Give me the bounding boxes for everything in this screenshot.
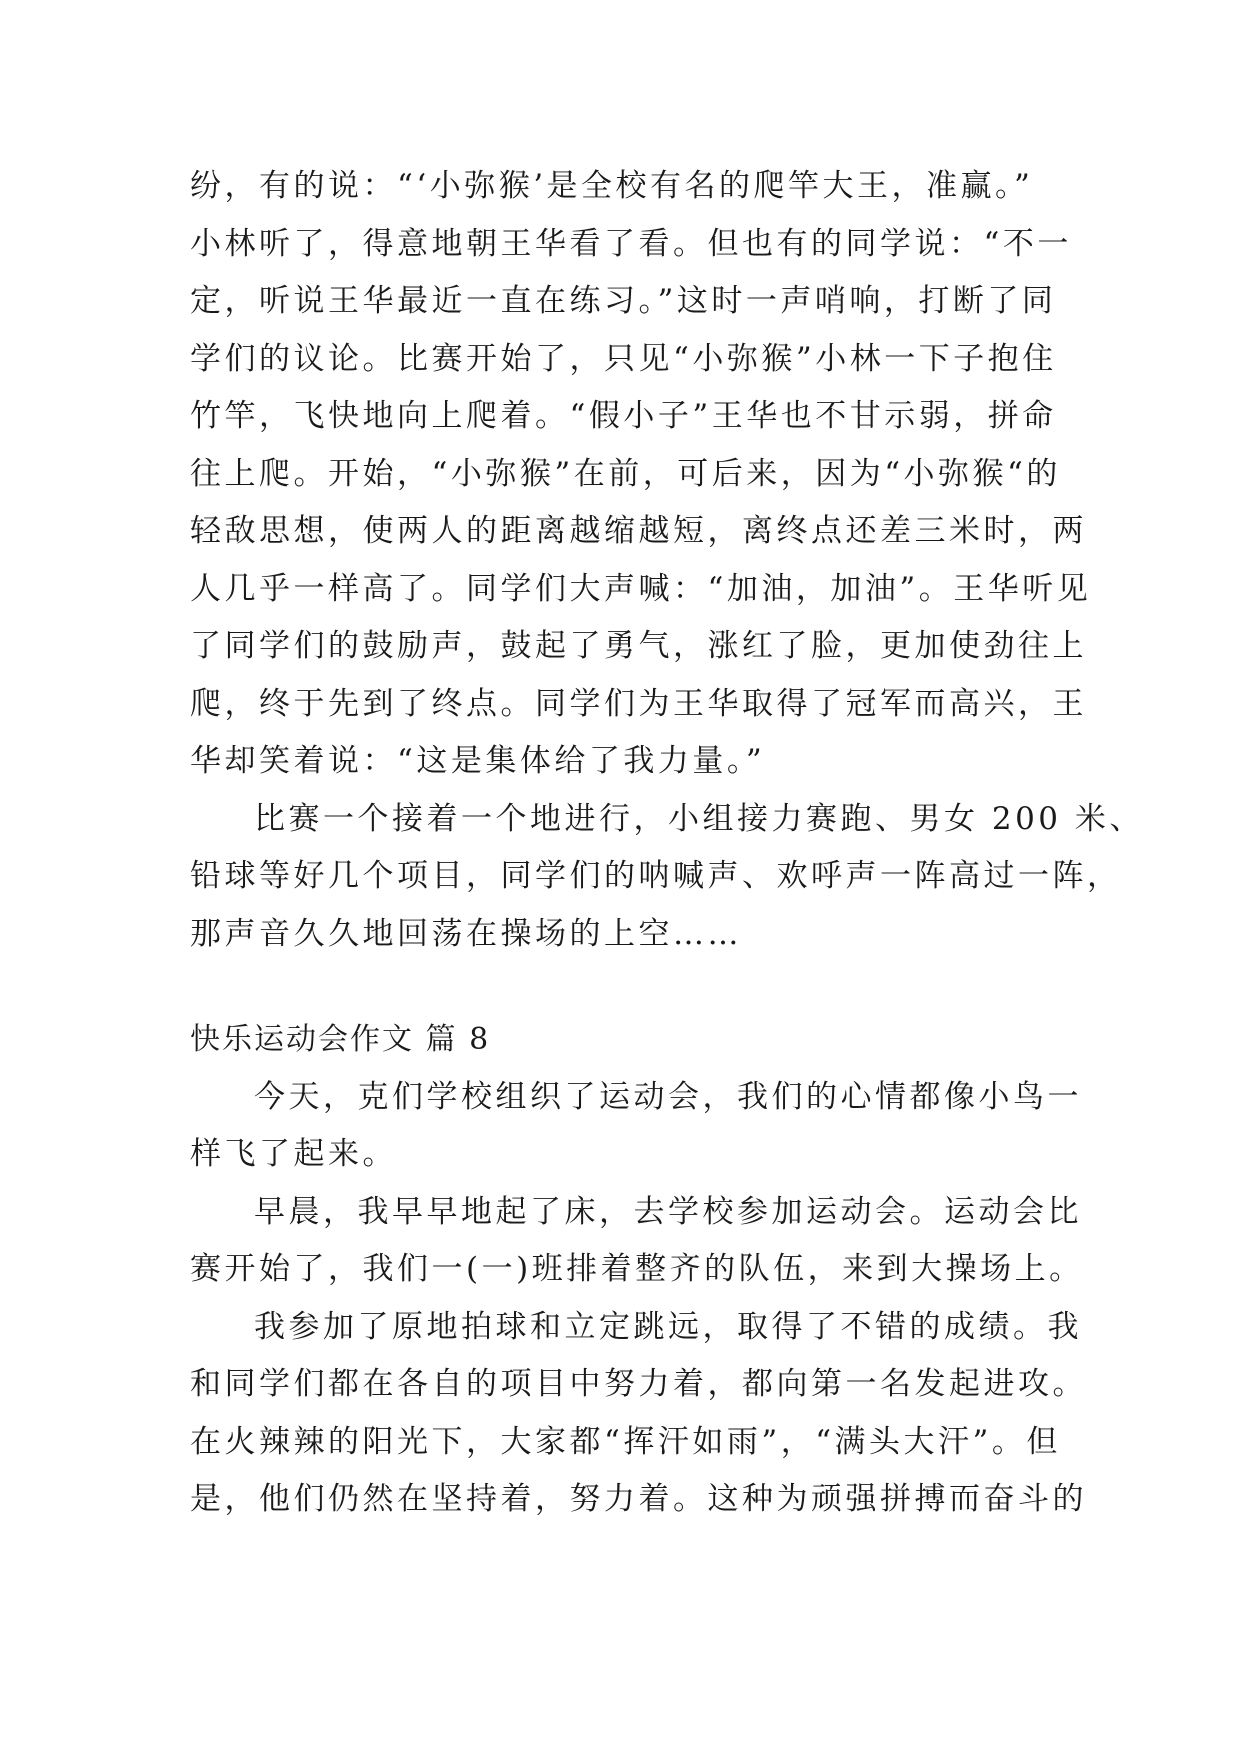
text-line: 在火辣辣的阳光下，大家都“挥汗如雨”，“满头大汗”。但 [190,1423,1061,1460]
text-line: 爬，终于先到了终点。同学们为王华取得了冠军而高兴，王 [190,685,1087,722]
text-line: 赛开始了，我们一(一)班排着整齐的队伍，来到大操场上。 [190,1251,1084,1287]
text-line: 和同学们都在各自的项目中努力着，都向第一名发起进攻。 [190,1366,1087,1402]
section-heading: 快乐运动会作文 篇 8 [190,1022,491,1057]
text-line: 定，听说王华最近一直在练习。”这时一声哨响，打断了同 [190,283,1057,319]
paragraph-start-line: 今天，克们学校组织了运动会，我们的心情都像小鸟一 [254,1078,1082,1115]
text-line: 是，他们仍然在坚持着，努力着。这种为顽强拼搏而奋斗的 [190,1481,1087,1517]
paragraph-start-line: 早晨，我早早地起了床，去学校参加运动会。运动会比 [254,1193,1082,1230]
text-line: 铅球等好几个项目，同学们的呐喊声、欢呼声一阵高过一阵， [190,858,1122,894]
text-line: 小林听了，得意地朝王华看了看。但也有的同学说：“不一 [190,225,1072,262]
paragraph-start-line: 我参加了原地拍球和立定跳远，取得了不错的成绩。我 [254,1308,1082,1345]
text-line: 竹竿，飞快地向上爬着。“假小子”王华也不甘示弱，拼命 [190,398,1057,434]
text-line: 纷，有的说：“‘小弥猴’是全校有名的爬竿大王，准赢。” [190,168,1034,204]
text-line: 华却笑着说：“这是集体给了我力量。” [190,743,766,779]
text-line: 轻敌思想，使两人的距离越缩越短，离终点还差三米时，两 [190,513,1087,549]
text-line: 那声音久久地回荡在操场的上空…… [190,915,742,952]
text-line: 样飞了起来。 [190,1136,397,1172]
document-page [190,158,1144,1529]
text-line: 学们的议论。比赛开始了，只见“小弥猴”小林一下子抱住 [190,340,1057,377]
text-line: 了同学们的鼓励声，鼓起了勇气，涨红了脸，更加使劲往上 [190,628,1087,664]
text-line: 人几乎一样高了。同学们大声喊：“加油，加油”。王华听见 [190,570,1092,607]
paragraph-start-line: 比赛一个接着一个地进行，小组接力赛跑、男女 200 米、 [254,800,1144,837]
text-line: 往上爬。开始，“小弥猴”在前，可后来，因为“小弥猴“的 [190,455,1061,492]
